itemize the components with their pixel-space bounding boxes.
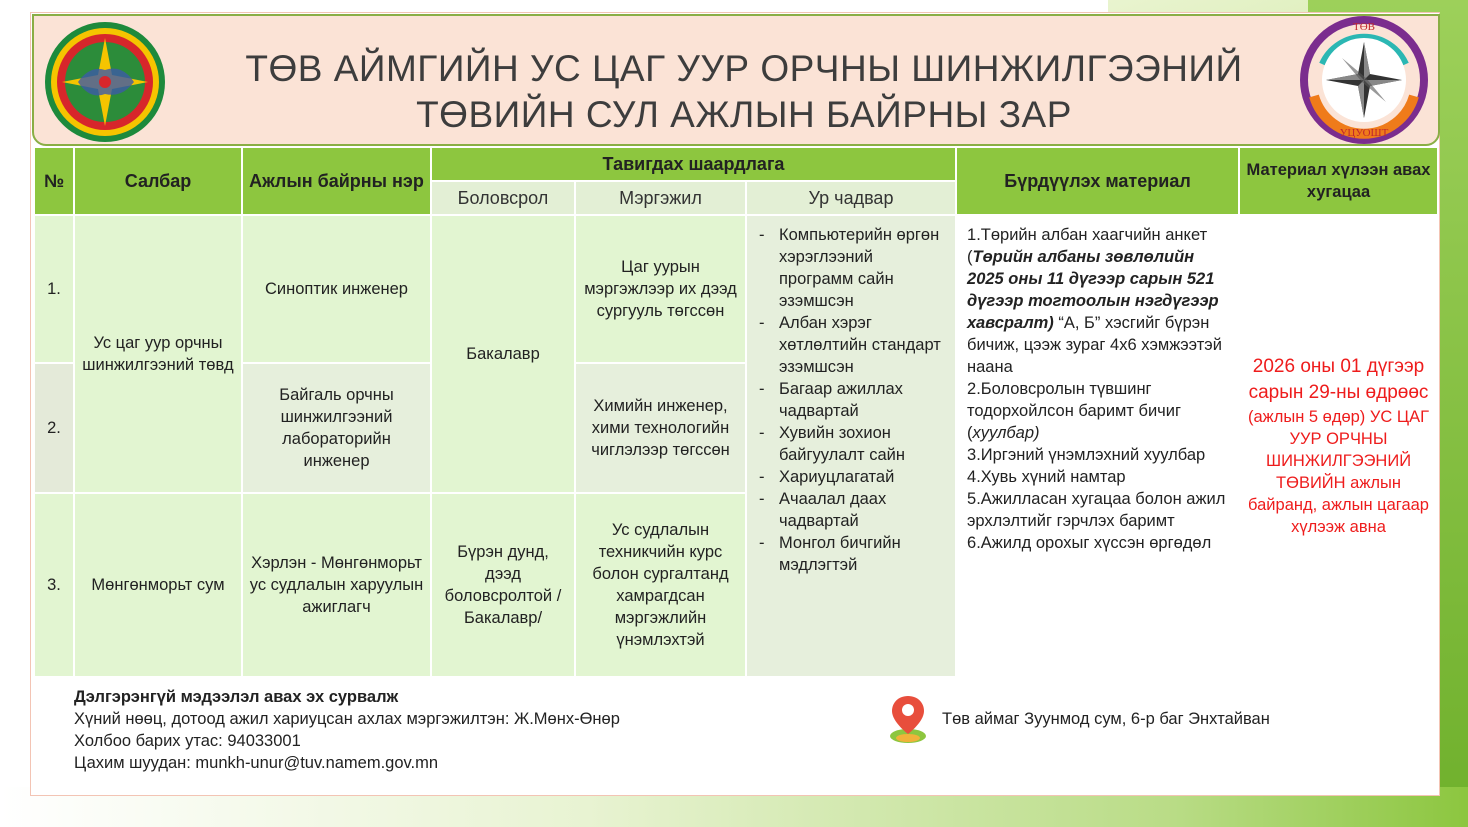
material-item-3: 3.Иргэний үнэмлэхний хуулбар [967, 446, 1206, 464]
list-item: - Багаар ажиллах чадвартай [779, 378, 949, 422]
agency-compass-logo-icon [1300, 16, 1428, 144]
contact-person: Хүний нөөц, дотоод ажил хариуцсан ахлах мэргэжилтэн: Ж.Мөнх-Өнөр [74, 710, 620, 728]
province-emblem-icon [40, 20, 170, 144]
row-number: 1. [34, 215, 74, 363]
address-block [888, 694, 1270, 744]
svg-text:УЦУОШТ: УЦУОШТ [1339, 127, 1389, 139]
deadline-date: 2026 оны 01 дүгээр сарын 29-ны өдрөөс [1248, 356, 1429, 403]
source-title: Дэлгэрэнгүй мэдээлэл авах эх сурвалж [74, 688, 399, 706]
vacancy-table [33, 146, 1439, 678]
material-item-5: 5.Ажилласан хугацаа болон ажил эрхлэлтийг гэрчлэх баримт [967, 490, 1226, 530]
skills-cell [746, 215, 956, 677]
list-item: - Монгол бичгийн мэдлэгтэй [779, 532, 949, 576]
list-item: - Ачаалал даах чадвартай [779, 488, 949, 532]
col-header-requirements: Тавигдах шаардлага [431, 147, 956, 181]
page-title [184, 46, 1304, 138]
material-item-6: 6.Ажилд орохыг хүссэн өргөдөл [967, 534, 1212, 552]
profession-cell: Химийн инженер, хими технологийн чиглэлээр төгссөн [575, 363, 746, 493]
col-header-education: Боловсрол [431, 181, 575, 215]
list-item: - Албан хэрэг хөтлөлтийн стандарт эзэмшсэн [779, 312, 949, 378]
col-header-skills: Ур чадвар [746, 181, 956, 215]
title-line-2: ТӨВИЙН СУЛ АЖЛЫН БАЙРНЫ ЗАР [416, 94, 1072, 135]
contact-phone: Холбоо барих утас: 94033001 [74, 732, 301, 750]
contact-email: Цахим шуудан: munkh-unur@tuv.namem.gov.mn [74, 754, 439, 772]
position-cell: Хэрлэн - Мөнгөнморьт ус судлалын харуулын ажиглагч [242, 493, 431, 677]
row-number: 2. [34, 363, 74, 493]
materials-cell [956, 215, 1239, 677]
list-item: - Хувийн зохион байгуулалт сайн [779, 422, 949, 466]
education-cell: Бакалавр [431, 215, 575, 493]
material-item-2: 2.Боловсролын түвшинг тодорхойлсон баримт бичиг (хуулбар) [967, 380, 1182, 442]
row-number: 3. [34, 493, 74, 677]
contact-info [74, 686, 620, 774]
col-header-deadline: Материал хүлээн авах хугацаа [1239, 147, 1438, 215]
col-header-number: № [34, 147, 74, 215]
title-banner [32, 14, 1440, 146]
list-item: - Компьютерийн өргөн хэрэглээний программ сайн эзэмшсэн [779, 224, 949, 312]
branch-cell: Мөнгөнморьт сум [74, 493, 242, 677]
skills-list [753, 224, 949, 576]
address-text: Төв аймаг Зуунмод сум, 6-р баг Энхтайван [942, 709, 1270, 728]
position-cell: Синоптик инженер [242, 215, 431, 363]
col-header-materials: Бүрдүүлэх материал [956, 147, 1239, 215]
table-row [34, 215, 1438, 363]
material-item-1: 1.Төрийн албан хаагчийн анкет (Төрийн албаны зөвлөлийн 2025 оны 11 дүгээр сарын 521 дүгээр тогтоолын нэгдүгээр хавсралт) “А, Б” хэсгийг бүрэн бичиж, цээж зураг 4х6 хэмжээтэй наана [967, 226, 1222, 376]
deadline-details: (ажлын 5 өдөр) УС ЦАГ УУР ОРЧНЫ ШИНЖИЛГЭЭНИЙ ТӨВИЙН ажлын байранд, ажлын цагаар хүлээж авна [1248, 408, 1430, 536]
profession-cell: Цаг уурын мэргэжлээр их дээд сургууль төгссөн [575, 215, 746, 363]
list-item: - Хариуцлагатай [779, 466, 949, 488]
title-line-1: ТӨВ АЙМГИЙН УС ЦАГ УУР ОРЧНЫ ШИНЖИЛГЭЭНИЙ [245, 48, 1243, 89]
col-header-branch: Салбар [74, 147, 242, 215]
position-cell: Байгаль орчны шинжилгээний лабораторийн инженер [242, 363, 431, 493]
location-pin-icon [888, 694, 928, 744]
deadline-cell [1239, 215, 1438, 677]
branch-cell: Ус цаг уур орчны шинжилгээний төвд [74, 215, 242, 493]
education-cell: Бүрэн дунд, дээд боловсролтой /Бакалавр/ [431, 493, 575, 677]
col-header-position: Ажлын байрны нэр [242, 147, 431, 215]
col-header-profession: Мэргэжил [575, 181, 746, 215]
material-item-4: 4.Хувь хүний намтар [967, 468, 1126, 486]
svg-text:ТӨВ: ТӨВ [1353, 21, 1375, 33]
profession-cell: Ус судлалын техникчийн курс болон сургалтанд хамрагдсан мэргэжлийн үнэмлэхтэй [575, 493, 746, 677]
